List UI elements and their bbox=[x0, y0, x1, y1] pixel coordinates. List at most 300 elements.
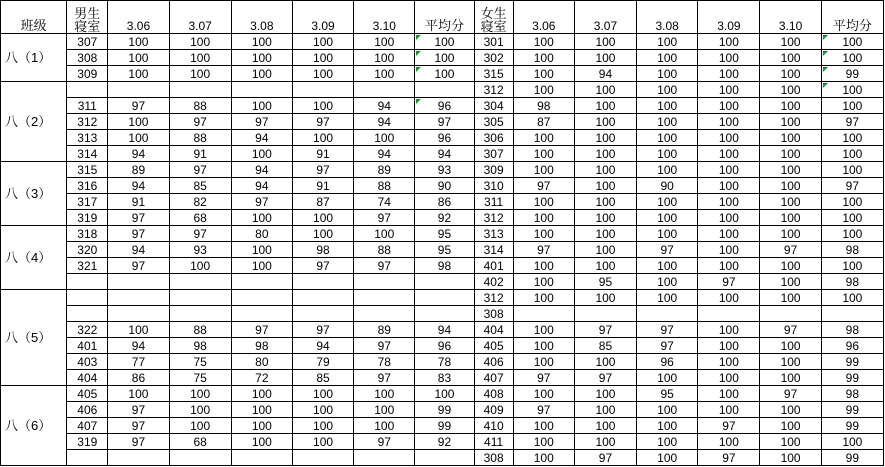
girls-score-cell: 100 bbox=[513, 434, 574, 450]
boys-score-cell: 97 bbox=[108, 434, 169, 450]
boys-score-cell: 77 bbox=[108, 354, 169, 370]
boys-dorm-cell bbox=[67, 274, 108, 290]
girls-score-cell: 100 bbox=[513, 146, 574, 162]
girls-score-cell: 100 bbox=[698, 338, 760, 354]
boys-score-cell: 100 bbox=[231, 34, 292, 50]
boys-score-cell: 100 bbox=[108, 34, 169, 50]
table-row bbox=[1, 418, 884, 434]
boys-score-cell: 100 bbox=[354, 66, 415, 82]
boys-average-cell bbox=[415, 290, 474, 306]
class-name-cell: 八（5） bbox=[1, 290, 67, 386]
girls-score-cell: 100 bbox=[637, 194, 698, 210]
girls-dorm-cell: 314 bbox=[474, 242, 513, 258]
girls-average-cell: 99 bbox=[821, 450, 883, 466]
girls-score-cell: 100 bbox=[760, 258, 821, 274]
girls-score-cell: 100 bbox=[698, 290, 760, 306]
boys-score-cell: 97 bbox=[231, 322, 292, 338]
girls-score-cell: 100 bbox=[513, 210, 574, 226]
boys-score-cell: 100 bbox=[169, 386, 231, 402]
table-row bbox=[1, 50, 884, 66]
girls-score-cell: 100 bbox=[637, 50, 698, 66]
boys-date-header: 3.10 bbox=[354, 1, 415, 34]
boys-score-cell: 100 bbox=[231, 242, 292, 258]
girls-score-cell: 100 bbox=[574, 82, 636, 98]
girls-score-cell: 100 bbox=[513, 82, 574, 98]
girls-score-cell: 100 bbox=[637, 34, 698, 50]
boys-score-cell: 100 bbox=[169, 258, 231, 274]
girls-score-cell: 100 bbox=[698, 354, 760, 370]
boys-score-cell bbox=[108, 450, 169, 466]
boys-average-cell: 92 bbox=[415, 434, 474, 450]
girls-dorm-cell: 310 bbox=[474, 178, 513, 194]
boys-score-cell: 100 bbox=[292, 402, 353, 418]
boys-score-cell: 100 bbox=[292, 418, 353, 434]
girls-score-cell: 100 bbox=[698, 386, 760, 402]
boys-score-cell bbox=[231, 290, 292, 306]
boys-score-cell bbox=[108, 82, 169, 98]
girls-average-cell: 100 bbox=[821, 130, 883, 146]
girls-score-cell: 100 bbox=[760, 370, 821, 386]
boys-score-cell: 94 bbox=[354, 146, 415, 162]
boys-score-cell: 89 bbox=[354, 322, 415, 338]
boys-dorm-cell: 317 bbox=[67, 194, 108, 210]
girls-score-cell: 100 bbox=[574, 418, 636, 434]
girls-score-cell: 100 bbox=[574, 242, 636, 258]
girls-score-cell: 100 bbox=[637, 146, 698, 162]
girls-score-cell: 100 bbox=[637, 274, 698, 290]
girls-score-cell: 100 bbox=[698, 34, 760, 50]
girls-dorm-cell: 308 bbox=[474, 306, 513, 322]
table-row bbox=[1, 178, 884, 194]
girls-score-cell bbox=[574, 306, 636, 322]
girls-average-cell: 98 bbox=[821, 242, 883, 258]
girls-score-cell: 100 bbox=[760, 98, 821, 114]
boys-average-cell: 100 bbox=[415, 386, 474, 402]
boys-average-cell: 95 bbox=[415, 242, 474, 258]
boys-score-cell: 97 bbox=[354, 370, 415, 386]
girls-score-cell: 100 bbox=[760, 130, 821, 146]
boys-score-cell: 97 bbox=[108, 258, 169, 274]
table-row bbox=[1, 322, 884, 338]
girls-score-cell: 97 bbox=[637, 322, 698, 338]
girls-score-cell: 100 bbox=[760, 434, 821, 450]
girls-score-cell: 100 bbox=[637, 66, 698, 82]
table-row bbox=[1, 98, 884, 114]
boys-score-cell: 100 bbox=[292, 50, 353, 66]
table-row bbox=[1, 162, 884, 178]
class-name-cell: 八（2） bbox=[1, 82, 67, 162]
boys-score-cell bbox=[354, 306, 415, 322]
boys-score-cell: 98 bbox=[231, 338, 292, 354]
boys-score-cell: 100 bbox=[292, 434, 353, 450]
boys-score-cell: 85 bbox=[292, 370, 353, 386]
boys-average-cell: 90 bbox=[415, 178, 474, 194]
girls-date-header: 3.07 bbox=[574, 1, 636, 34]
boys-dorm-cell bbox=[67, 82, 108, 98]
girls-dorm-cell: 309 bbox=[474, 162, 513, 178]
girls-score-cell: 97 bbox=[760, 242, 821, 258]
boys-score-cell: 91 bbox=[108, 194, 169, 210]
boys-score-cell: 97 bbox=[354, 338, 415, 354]
boys-dorm-cell bbox=[67, 290, 108, 306]
boys-score-cell: 100 bbox=[108, 50, 169, 66]
boys-score-cell bbox=[169, 306, 231, 322]
girls-score-cell: 100 bbox=[513, 66, 574, 82]
girls-score-cell: 100 bbox=[637, 418, 698, 434]
girls-score-cell: 100 bbox=[513, 34, 574, 50]
girls-score-cell: 97 bbox=[637, 242, 698, 258]
boys-score-cell: 94 bbox=[354, 98, 415, 114]
boys-score-cell bbox=[292, 450, 353, 466]
boys-score-cell: 86 bbox=[108, 370, 169, 386]
boys-dorm-cell: 316 bbox=[67, 178, 108, 194]
boys-score-cell: 97 bbox=[292, 322, 353, 338]
girls-score-cell: 100 bbox=[574, 162, 636, 178]
girls-score-cell bbox=[513, 306, 574, 322]
girls-score-cell: 100 bbox=[637, 370, 698, 386]
boys-score-cell bbox=[292, 82, 353, 98]
girls-score-cell: 100 bbox=[698, 178, 760, 194]
boys-date-header: 3.07 bbox=[169, 1, 231, 34]
table-row bbox=[1, 130, 884, 146]
girls-score-cell: 90 bbox=[637, 178, 698, 194]
boys-score-cell: 68 bbox=[169, 210, 231, 226]
girls-score-cell: 100 bbox=[698, 66, 760, 82]
boys-score-cell: 100 bbox=[354, 386, 415, 402]
girls-average-cell: 100 bbox=[821, 82, 883, 98]
boys-score-cell: 82 bbox=[169, 194, 231, 210]
girls-score-cell: 100 bbox=[574, 194, 636, 210]
girls-score-cell: 100 bbox=[760, 114, 821, 130]
girls-score-cell: 100 bbox=[637, 210, 698, 226]
table-row bbox=[1, 210, 884, 226]
boys-score-cell bbox=[354, 82, 415, 98]
boys-score-cell: 100 bbox=[354, 50, 415, 66]
table-row bbox=[1, 146, 884, 162]
girls-score-cell: 100 bbox=[513, 226, 574, 242]
boys-average-cell: 94 bbox=[415, 322, 474, 338]
girls-score-cell: 100 bbox=[574, 434, 636, 450]
girls-score-cell: 100 bbox=[574, 146, 636, 162]
girls-average-cell: 96 bbox=[821, 338, 883, 354]
girls-score-cell: 100 bbox=[574, 386, 636, 402]
class-name-cell: 八（4） bbox=[1, 226, 67, 290]
table-row bbox=[1, 290, 884, 306]
boys-score-cell: 68 bbox=[169, 434, 231, 450]
girls-score-cell: 100 bbox=[760, 146, 821, 162]
boys-score-cell: 100 bbox=[231, 210, 292, 226]
boys-score-cell bbox=[108, 306, 169, 322]
boys-average-header: 平均分 bbox=[415, 1, 474, 34]
girls-score-cell: 100 bbox=[760, 450, 821, 466]
boys-score-cell: 100 bbox=[169, 418, 231, 434]
girls-score-cell: 85 bbox=[574, 338, 636, 354]
girls-dorm-cell: 315 bbox=[474, 66, 513, 82]
girls-score-cell: 100 bbox=[637, 114, 698, 130]
boys-score-cell bbox=[231, 274, 292, 290]
boys-score-cell: 97 bbox=[108, 418, 169, 434]
boys-dorm-cell: 312 bbox=[67, 114, 108, 130]
table-row bbox=[1, 450, 884, 466]
boys-score-cell: 80 bbox=[231, 354, 292, 370]
girls-score-cell: 94 bbox=[574, 66, 636, 82]
girls-average-cell: 100 bbox=[821, 34, 883, 50]
girls-average-cell: 99 bbox=[821, 370, 883, 386]
table-row bbox=[1, 194, 884, 210]
boys-dorm-cell: 318 bbox=[67, 226, 108, 242]
boys-average-cell: 94 bbox=[415, 146, 474, 162]
girls-score-cell: 100 bbox=[513, 290, 574, 306]
girls-score-cell: 100 bbox=[574, 402, 636, 418]
boys-score-cell bbox=[231, 82, 292, 98]
table-row bbox=[1, 354, 884, 370]
boys-dorm-cell bbox=[67, 450, 108, 466]
boys-score-cell: 100 bbox=[354, 402, 415, 418]
girls-dorm-cell: 404 bbox=[474, 322, 513, 338]
boys-score-cell bbox=[292, 274, 353, 290]
boys-score-cell: 97 bbox=[231, 114, 292, 130]
boys-score-cell: 89 bbox=[354, 162, 415, 178]
boys-score-cell: 100 bbox=[231, 258, 292, 274]
girls-score-cell: 100 bbox=[574, 114, 636, 130]
boys-dorm-cell: 320 bbox=[67, 242, 108, 258]
girls-score-cell: 100 bbox=[637, 290, 698, 306]
boys-score-cell: 100 bbox=[292, 34, 353, 50]
boys-dorm-cell: 321 bbox=[67, 258, 108, 274]
boys-score-cell: 94 bbox=[231, 178, 292, 194]
girls-score-cell: 100 bbox=[513, 162, 574, 178]
boys-score-cell: 87 bbox=[292, 194, 353, 210]
boys-average-cell: 96 bbox=[415, 130, 474, 146]
boys-score-cell: 100 bbox=[108, 130, 169, 146]
boys-score-cell: 100 bbox=[108, 386, 169, 402]
girls-dorm-header-line2: 寝室 bbox=[480, 19, 507, 34]
girls-score-cell: 100 bbox=[698, 402, 760, 418]
girls-score-cell: 100 bbox=[574, 354, 636, 370]
girls-average-cell: 100 bbox=[821, 290, 883, 306]
girls-dorm-cell: 312 bbox=[474, 82, 513, 98]
girls-score-cell: 100 bbox=[513, 274, 574, 290]
boys-score-cell: 88 bbox=[354, 242, 415, 258]
boys-date-header: 3.06 bbox=[108, 1, 169, 34]
boys-score-cell: 97 bbox=[108, 226, 169, 242]
girls-score-cell: 100 bbox=[760, 402, 821, 418]
boys-score-cell bbox=[231, 306, 292, 322]
girls-score-cell: 97 bbox=[513, 370, 574, 386]
boys-score-cell: 97 bbox=[108, 98, 169, 114]
girls-score-cell: 100 bbox=[760, 210, 821, 226]
girls-average-cell: 100 bbox=[821, 98, 883, 114]
girls-score-cell: 100 bbox=[760, 34, 821, 50]
boys-score-cell: 100 bbox=[169, 34, 231, 50]
girls-dorm-cell: 302 bbox=[474, 50, 513, 66]
girls-score-cell: 100 bbox=[513, 258, 574, 274]
boys-score-cell: 72 bbox=[231, 370, 292, 386]
table-row bbox=[1, 66, 884, 82]
boys-score-cell: 91 bbox=[169, 146, 231, 162]
boys-score-cell: 97 bbox=[108, 210, 169, 226]
girls-score-cell: 100 bbox=[698, 210, 760, 226]
boys-dorm-header-line1: 男生 bbox=[74, 6, 101, 21]
girls-score-cell: 95 bbox=[574, 274, 636, 290]
boys-average-cell: 92 bbox=[415, 210, 474, 226]
boys-score-cell: 93 bbox=[169, 242, 231, 258]
girls-score-cell: 100 bbox=[637, 258, 698, 274]
girls-score-cell: 100 bbox=[698, 370, 760, 386]
boys-dorm-cell: 405 bbox=[67, 386, 108, 402]
girls-average-cell: 100 bbox=[821, 50, 883, 66]
table-row bbox=[1, 370, 884, 386]
girls-average-cell: 100 bbox=[821, 226, 883, 242]
boys-score-cell: 88 bbox=[354, 178, 415, 194]
boys-score-cell: 94 bbox=[292, 338, 353, 354]
girls-score-cell: 100 bbox=[513, 386, 574, 402]
table-row bbox=[1, 242, 884, 258]
boys-score-cell: 100 bbox=[108, 114, 169, 130]
table-row bbox=[1, 114, 884, 130]
girls-date-header: 3.06 bbox=[513, 1, 574, 34]
girls-average-cell: 100 bbox=[821, 194, 883, 210]
girls-score-cell: 100 bbox=[698, 322, 760, 338]
girls-dorm-cell: 409 bbox=[474, 402, 513, 418]
girls-dorm-cell: 301 bbox=[474, 34, 513, 50]
girls-score-cell: 100 bbox=[760, 354, 821, 370]
girls-score-cell: 100 bbox=[513, 338, 574, 354]
girls-dorm-cell: 401 bbox=[474, 258, 513, 274]
boys-average-cell: 78 bbox=[415, 354, 474, 370]
boys-score-cell bbox=[354, 274, 415, 290]
girls-date-header: 3.09 bbox=[698, 1, 760, 34]
boys-score-cell: 74 bbox=[354, 194, 415, 210]
girls-score-cell: 100 bbox=[637, 82, 698, 98]
boys-score-cell: 97 bbox=[292, 162, 353, 178]
girls-score-cell: 100 bbox=[513, 130, 574, 146]
boys-score-cell: 100 bbox=[354, 226, 415, 242]
boys-score-cell: 91 bbox=[292, 178, 353, 194]
boys-score-cell: 94 bbox=[108, 338, 169, 354]
girls-score-cell: 100 bbox=[513, 418, 574, 434]
girls-score-cell: 100 bbox=[637, 162, 698, 178]
boys-score-cell: 79 bbox=[292, 354, 353, 370]
girls-score-cell: 100 bbox=[574, 210, 636, 226]
boys-score-cell bbox=[292, 290, 353, 306]
boys-dorm-cell: 313 bbox=[67, 130, 108, 146]
boys-score-cell: 94 bbox=[108, 178, 169, 194]
boys-dorm-header-line2: 寝室 bbox=[74, 19, 101, 34]
girls-dorm-cell: 311 bbox=[474, 194, 513, 210]
boys-score-cell: 75 bbox=[169, 354, 231, 370]
table-row bbox=[1, 402, 884, 418]
girls-dorm-header-line1: 女生 bbox=[480, 6, 507, 21]
girls-average-cell: 97 bbox=[821, 114, 883, 130]
boys-score-cell: 100 bbox=[354, 130, 415, 146]
boys-average-cell bbox=[415, 82, 474, 98]
girls-score-cell: 100 bbox=[637, 402, 698, 418]
boys-score-cell: 75 bbox=[169, 370, 231, 386]
boys-date-header: 3.09 bbox=[292, 1, 353, 34]
girls-score-cell bbox=[637, 306, 698, 322]
girls-dorm-cell: 306 bbox=[474, 130, 513, 146]
boys-score-cell: 100 bbox=[231, 402, 292, 418]
boys-score-cell: 89 bbox=[108, 162, 169, 178]
girls-score-cell: 100 bbox=[698, 98, 760, 114]
girls-score-cell: 97 bbox=[698, 418, 760, 434]
boys-average-cell: 93 bbox=[415, 162, 474, 178]
girls-score-cell: 100 bbox=[574, 226, 636, 242]
boys-dorm-cell: 308 bbox=[67, 50, 108, 66]
girls-score-cell: 100 bbox=[513, 450, 574, 466]
boys-score-cell: 100 bbox=[108, 322, 169, 338]
girls-average-cell: 100 bbox=[821, 434, 883, 450]
boys-score-cell: 98 bbox=[292, 242, 353, 258]
girls-average-cell: 99 bbox=[821, 402, 883, 418]
boys-dorm-cell: 311 bbox=[67, 98, 108, 114]
girls-score-cell: 97 bbox=[760, 322, 821, 338]
girls-score-cell: 97 bbox=[574, 450, 636, 466]
boys-score-cell: 98 bbox=[169, 338, 231, 354]
boys-dorm-cell: 309 bbox=[67, 66, 108, 82]
girls-average-cell: 98 bbox=[821, 322, 883, 338]
table-row bbox=[1, 434, 884, 450]
girls-score-cell: 100 bbox=[637, 98, 698, 114]
boys-score-cell: 97 bbox=[354, 258, 415, 274]
girls-score-cell: 100 bbox=[698, 130, 760, 146]
boys-score-cell bbox=[354, 450, 415, 466]
girls-score-cell: 100 bbox=[760, 226, 821, 242]
girls-score-cell: 100 bbox=[574, 290, 636, 306]
girls-score-cell: 100 bbox=[637, 434, 698, 450]
boys-score-cell: 100 bbox=[231, 66, 292, 82]
boys-score-cell: 100 bbox=[231, 434, 292, 450]
girls-dorm-cell: 405 bbox=[474, 338, 513, 354]
girls-average-cell: 98 bbox=[821, 274, 883, 290]
boys-score-cell: 94 bbox=[354, 114, 415, 130]
girls-score-cell: 100 bbox=[698, 162, 760, 178]
boys-average-cell: 100 bbox=[415, 50, 474, 66]
boys-average-cell: 86 bbox=[415, 194, 474, 210]
boys-average-cell: 99 bbox=[415, 402, 474, 418]
boys-score-cell: 100 bbox=[169, 66, 231, 82]
boys-average-cell: 100 bbox=[415, 66, 474, 82]
boys-score-cell: 100 bbox=[231, 146, 292, 162]
girls-score-cell: 97 bbox=[637, 338, 698, 354]
boys-score-cell bbox=[169, 290, 231, 306]
girls-score-cell: 100 bbox=[698, 258, 760, 274]
girls-score-cell: 100 bbox=[760, 418, 821, 434]
girls-score-cell: 97 bbox=[513, 242, 574, 258]
boys-score-cell: 85 bbox=[169, 178, 231, 194]
boys-average-cell: 98 bbox=[415, 258, 474, 274]
girls-score-cell bbox=[698, 306, 760, 322]
girls-dorm-cell: 307 bbox=[474, 146, 513, 162]
girls-dorm-cell: 304 bbox=[474, 98, 513, 114]
boys-score-cell: 78 bbox=[354, 354, 415, 370]
girls-score-cell: 100 bbox=[760, 50, 821, 66]
boys-score-cell: 97 bbox=[231, 194, 292, 210]
boys-score-cell: 100 bbox=[108, 66, 169, 82]
girls-score-cell: 100 bbox=[574, 50, 636, 66]
girls-score-cell: 97 bbox=[698, 450, 760, 466]
girls-average-cell: 99 bbox=[821, 66, 883, 82]
boys-dorm-cell: 322 bbox=[67, 322, 108, 338]
girls-score-cell: 97 bbox=[698, 274, 760, 290]
boys-score-cell: 97 bbox=[169, 226, 231, 242]
girls-dorm-cell: 308 bbox=[474, 450, 513, 466]
girls-score-cell: 100 bbox=[760, 82, 821, 98]
girls-average-cell: 97 bbox=[821, 178, 883, 194]
boys-dorm-cell: 401 bbox=[67, 338, 108, 354]
boys-score-cell: 100 bbox=[231, 50, 292, 66]
